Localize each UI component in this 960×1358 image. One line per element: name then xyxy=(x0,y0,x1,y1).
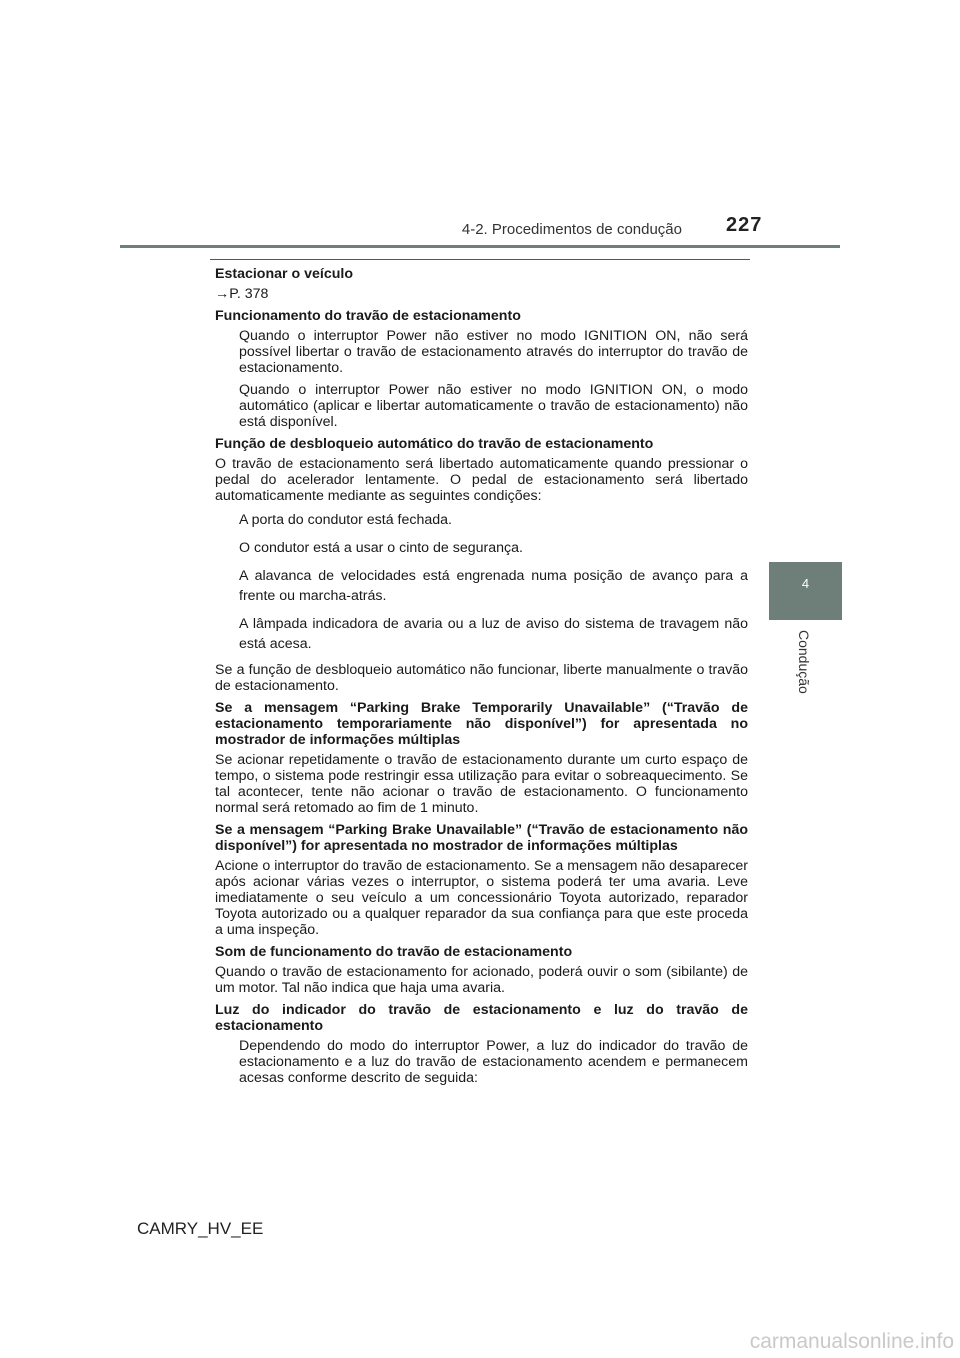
paragraph: Acione o interruptor do travão de estacionamento. Se a mensagem não desaparecer após acionar várias vezes o interruptor, o sistema poderá ter uma avaria. Leve imediatamente o seu veículo a um concessionário Toyota autorizado, reparador Toyota autorizado ou a qualquer reparador da sua confiança para que este proceda a uma inspeção. xyxy=(215,858,748,938)
watermark: carmanualsonline.info xyxy=(749,1330,954,1353)
paragraph: Se a função de desbloqueio automático não funcionar, liberte manualmente o travão de estacionamento. xyxy=(215,662,748,694)
heading-temporarily-unavailable: Se a mensagem “Parking Brake Temporarily Unavailable” (“Travão de estacionamento temporariamente não disponível”) for apresentada no mostrador de informações múltiplas xyxy=(215,700,748,748)
heading-auto-release: Função de desbloqueio automático do travão de estacionamento xyxy=(215,436,654,452)
condition-item: A lâmpada indicadora de avaria ou a luz de aviso do sistema de travagem não está acesa. xyxy=(239,616,748,652)
paragraph: Quando o travão de estacionamento for acionado, poderá ouvir o som (sibilante) de um motor. Tal não indica que haja uma avaria. xyxy=(215,964,748,996)
heading-operation-sound: Som de funcionamento do travão de estacionamento xyxy=(215,944,573,960)
condition-item: O condutor está a usar o cinto de segurança. xyxy=(239,540,523,556)
condition-item: A porta do condutor está fechada. xyxy=(239,512,452,528)
heading-parking-brake-operation: Funcionamento do travão de estacionamento xyxy=(215,308,521,324)
chapter-number: 4 xyxy=(801,576,810,591)
paragraph: Quando o interruptor Power não estiver no modo IGNITION ON, não será possível libertar o travão de estacionamento através do interruptor do travão de estacionamento. xyxy=(239,328,748,376)
content-divider xyxy=(210,259,750,260)
section-title: 4-2. Procedimentos de condução xyxy=(461,221,682,238)
chapter-label: Condução xyxy=(796,630,812,694)
page-content xyxy=(215,266,748,1092)
paragraph: O travão de estacionamento será libertado automaticamente quando pressionar o pedal do acelerador lentamente. O pedal de estacionamento será libertado automaticamente mediante as seguintes condições: xyxy=(215,456,748,504)
page-number: 227 xyxy=(726,214,763,236)
chapter-tab[interactable] xyxy=(769,562,842,620)
heading-parking: Estacionar o veículo xyxy=(215,266,353,282)
model-code: CAMRY_HV_EE xyxy=(137,1219,264,1238)
heading-unavailable: Se a mensagem “Parking Brake Unavailable” (“Travão de estacionamento não disponível”) for apresentada no mostrador de informações múltiplas xyxy=(215,822,748,854)
header-divider xyxy=(120,245,840,248)
paragraph: Dependendo do modo do interruptor Power, a luz do indicador do travão de estacionamento e a luz do travão de estacionamento acendem e permanecem acesas conforme descrito de seguida: xyxy=(239,1038,748,1086)
page-reference: →P. 378 xyxy=(215,286,269,302)
paragraph: Quando o interruptor Power não estiver no modo IGNITION ON, o modo automático (aplicar e libertar automaticamente o travão de estacionamento) não está disponível. xyxy=(239,382,748,430)
paragraph: Se acionar repetidamente o travão de estacionamento durante um curto espaço de tempo, o sistema pode restringir essa utilização para evitar o sobreaquecimento. Se tal acontecer, tente não acionar o travão de estacionamento. O funcionamento normal será retomado ao fim de 1 minuto. xyxy=(215,752,748,816)
condition-item: A alavanca de velocidades está engrenada numa posição de avanço para a frente ou marcha-atrás. xyxy=(239,568,748,604)
heading-indicator-light: Luz do indicador do travão de estacionamento e luz do travão de estacionamento xyxy=(215,1002,748,1034)
